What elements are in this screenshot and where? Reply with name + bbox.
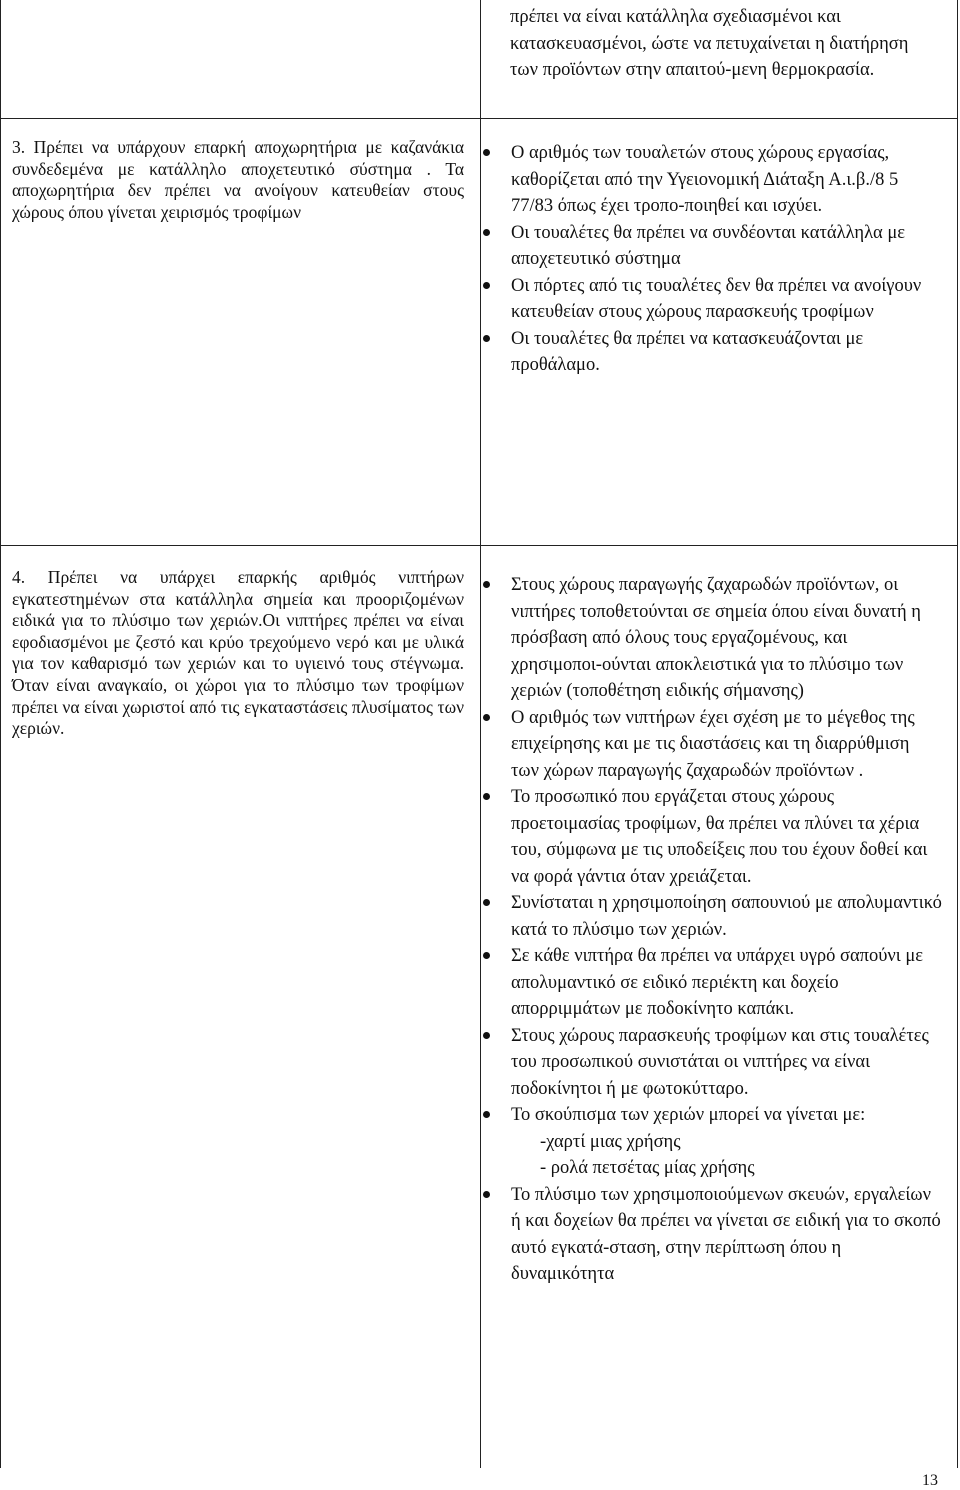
list-item: Το πλύσιμο των χρησιμοποιούμενων σκευών, εργαλείων ή και δοχείων θα πρέπει να γίνεται σε ειδική για το σκοπό αυτό εγκατά-σταση, στην περίπτωση όπου η δυναμικότητα bbox=[482, 1182, 942, 1288]
table-row-divider bbox=[0, 118, 958, 119]
sub-list-item: -χαρτί μιας χρήσης bbox=[540, 1131, 681, 1152]
table-row-divider bbox=[0, 545, 958, 546]
row1-right-cell bbox=[510, 4, 930, 84]
table-column-divider bbox=[480, 0, 481, 1468]
list-item: Το προσωπικό που εργάζεται στους χώρους προετοιμασίας τροφίμων, θα πρέπει να πλύνει τα χέρια του, σύμφωνα με τις υποδείξεις που του έχουν δοθεί και να φορά γάντια όταν χρειάζεται. bbox=[482, 784, 942, 890]
table-border-right bbox=[957, 0, 958, 1468]
list-item: Οι τουαλέτες θα πρέπει να συνδέονται κατάλληλα με αποχετευτικό σύστημα bbox=[482, 220, 938, 273]
continuation-text: πρέπει να είναι κατάλληλα σχεδιασμένοι και κατασκευασμένοι, ώστε να πετυχαίνεται η διατήρηση των προϊόντων στην απαιτού-μενη θερμοκρασία. bbox=[510, 7, 909, 80]
list-item: Οι τουαλέτες θα πρέπει να κατασκευάζονται με προθάλαμο. bbox=[482, 326, 938, 379]
table-border-left bbox=[0, 0, 1, 1468]
list-item: Συνίσταται η χρησιμοποίηση σαπουνιού με απολυμαντικό κατά το πλύσιμο των χεριών. bbox=[482, 890, 942, 943]
page-number: 13 bbox=[922, 1472, 938, 1489]
list-item: Ο αριθμός των τουαλετών στους χώρους εργασίας, καθορίζεται από την Υγειονομική Διάταξη Α.ι.β./8 5 77/83 όπως έχει τροπο-ποιηθεί και ισχύει. bbox=[482, 140, 938, 220]
row3-left-cell bbox=[12, 567, 464, 740]
list-item: Το σκούπισμα των χεριών μπορεί να γίνεται με: bbox=[482, 1102, 942, 1129]
list-item: Στους χώρους παρασκευής τροφίμων και στις τουαλέτες του προσωπικού συνιστάται οι νιπτήρες να είναι ποδοκίνητοι ή με φωτοκύτταρο. bbox=[482, 1023, 942, 1103]
list-item: Στους χώρους παραγωγής ζαχαρωδών προϊόντων, οι νιπτήρες τοποθετούνται σε σημεία όπου είναι δυνατή η πρόσβαση από όλους τους εργαζομένους, και χρησιμοποι-ούνται αποκλειστικά για το πλύσιμο των χεριών (τοποθέτηση ειδικής σήμανσης) bbox=[482, 572, 942, 705]
row2-right-cell bbox=[482, 140, 938, 379]
requirement-4-text: 4. Πρέπει να υπάρχει επαρκής αριθμός νιπτήρων εγκατεστημένων στα κατάλληλα σημεία και προοριζομένων ειδικά για το πλύσιμο των χεριών.Οι νιπτήρες πρέπει να είναι εφοδιασμένοι με ζεστό και κρύο τρεχούμενο νερό και με υλικά για τον καθαρισμό των χεριών και το υγιεινό τους στέγνωμα. Όταν είναι αναγκαίο, οι χώροι για το πλύσιμο των τροφίμων πρέπει να είναι χωριστοί από τις εγκαταστάσεις πλυσίματος των χεριών. bbox=[12, 567, 464, 739]
sub-list-item: - ρολά πετσέτας μίας χρήσης bbox=[540, 1158, 755, 1178]
requirement-3-text: 3. Πρέπει να υπάρχουν επαρκή αποχωρητήρια με καζανάκια συνδεδεμένα με κατάλληλο αποχετευτικό σύστημα . Τα αποχωρητήρια δεν πρέπει να ανοίγουν κατευθείαν στους χώρους όπου γίνεται χειρισμός τροφίμων bbox=[12, 137, 464, 222]
handwash-requirements-list bbox=[482, 572, 942, 1288]
row3-right-cell bbox=[482, 572, 942, 1288]
list-item: Ο αριθμός των νιπτήρων έχει σχέση με το μέγεθος της επιχείρησης και με τις διαστάσεις και τη διαρρύθμιση των χώρων παραγωγής ζαχαρωδών προϊόντων . bbox=[482, 705, 942, 785]
toilet-requirements-list bbox=[482, 140, 938, 379]
list-item: Οι πόρτες από τις τουαλέτες δεν θα πρέπει να ανοίγουν κατευθείαν στους χώρους παρασκευής τροφίμων bbox=[482, 273, 938, 326]
list-item: Σε κάθε νιπτήρα θα πρέπει να υπάρχει υγρό σαπούνι με απολυμαντικό σε ειδικό περιέκτη και δοχείο απορριμμάτων με ποδοκίνητο καπάκι. bbox=[482, 943, 942, 1023]
row2-left-cell bbox=[12, 137, 464, 223]
